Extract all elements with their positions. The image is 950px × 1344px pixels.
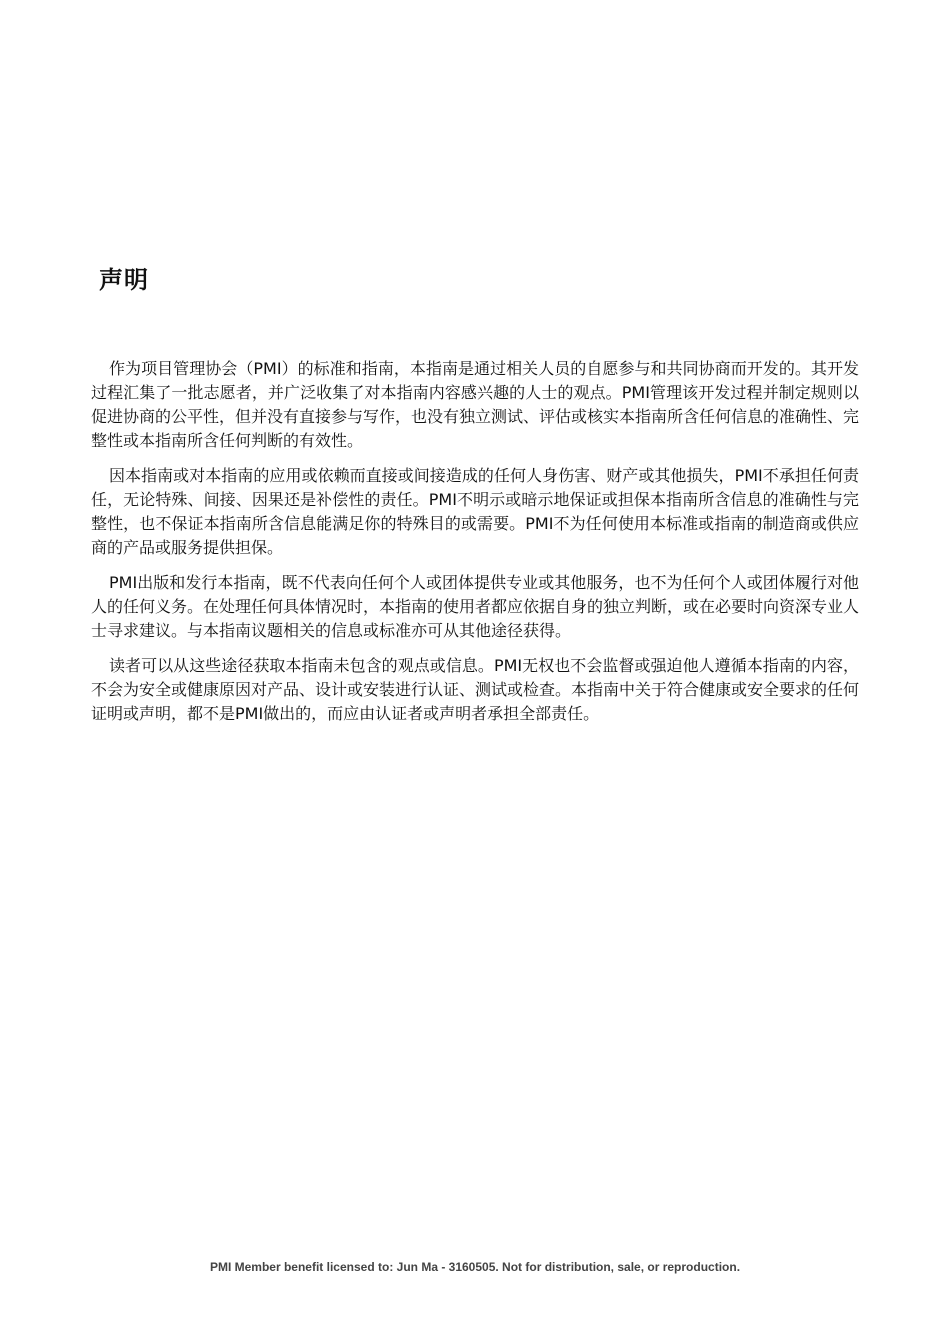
paragraph-1: 作为项目管理协会（PMI）的标准和指南，本指南是通过相关人员的自愿参与和共同协商而开发的。其开发过程汇集了一批志愿者，并广泛收集了对本指南内容感兴趣的人士的观点。PMI管理该开发过程并制定规则以促进协商的公平性，但并没有直接参与写作，也没有独立测试、评估或核实本指南所含任何信息的准确性、完整性或本指南所含任何判断的有效性。: [91, 359, 860, 450]
paragraph-2: 因本指南或对本指南的应用或依赖而直接或间接造成的任何人身伤害、财产或其他损失，PMI不承担任何责任，无论特殊、间接、因果还是补偿性的责任。PMI不明示或暗示地保证或担保本指南所含信息的准确性与完整性，也不保证本指南所含信息能满足你的特殊目的或需要。PMI不为任何使用本标准或指南的制造商或供应商的产品或服务提供担保。: [91, 466, 859, 557]
paragraph-4: 读者可以从这些途径获取本指南未包含的观点或信息。PMI无权也不会监督或强迫他人遵循本指南的内容，不会为安全或健康原因对产品、设计或安装进行认证、测试或检查。本指南中关于符合健康或安全要求的任何证明或声明，都不是PMI做出的，而应由认证者或声明者承担全部责任。: [91, 656, 860, 723]
page-title: 声明: [99, 266, 149, 294]
disclaimer-body: [91, 357, 859, 737]
license-footer: PMI Member benefit licensed to: Jun Ma - 3160505. Not for distribution, sale, or reproduction.: [209, 1260, 741, 1274]
paragraph-3: PMI出版和发行本指南，既不代表向任何个人或团体提供专业或其他服务，也不为任何个人或团体履行对他人的任何义务。在处理任何具体情况时，本指南的使用者都应依据自身的独立判断，或在必要时向资深专业人士寻求建议。与本指南议题相关的信息或标准亦可从其他途径获得。: [91, 573, 860, 640]
